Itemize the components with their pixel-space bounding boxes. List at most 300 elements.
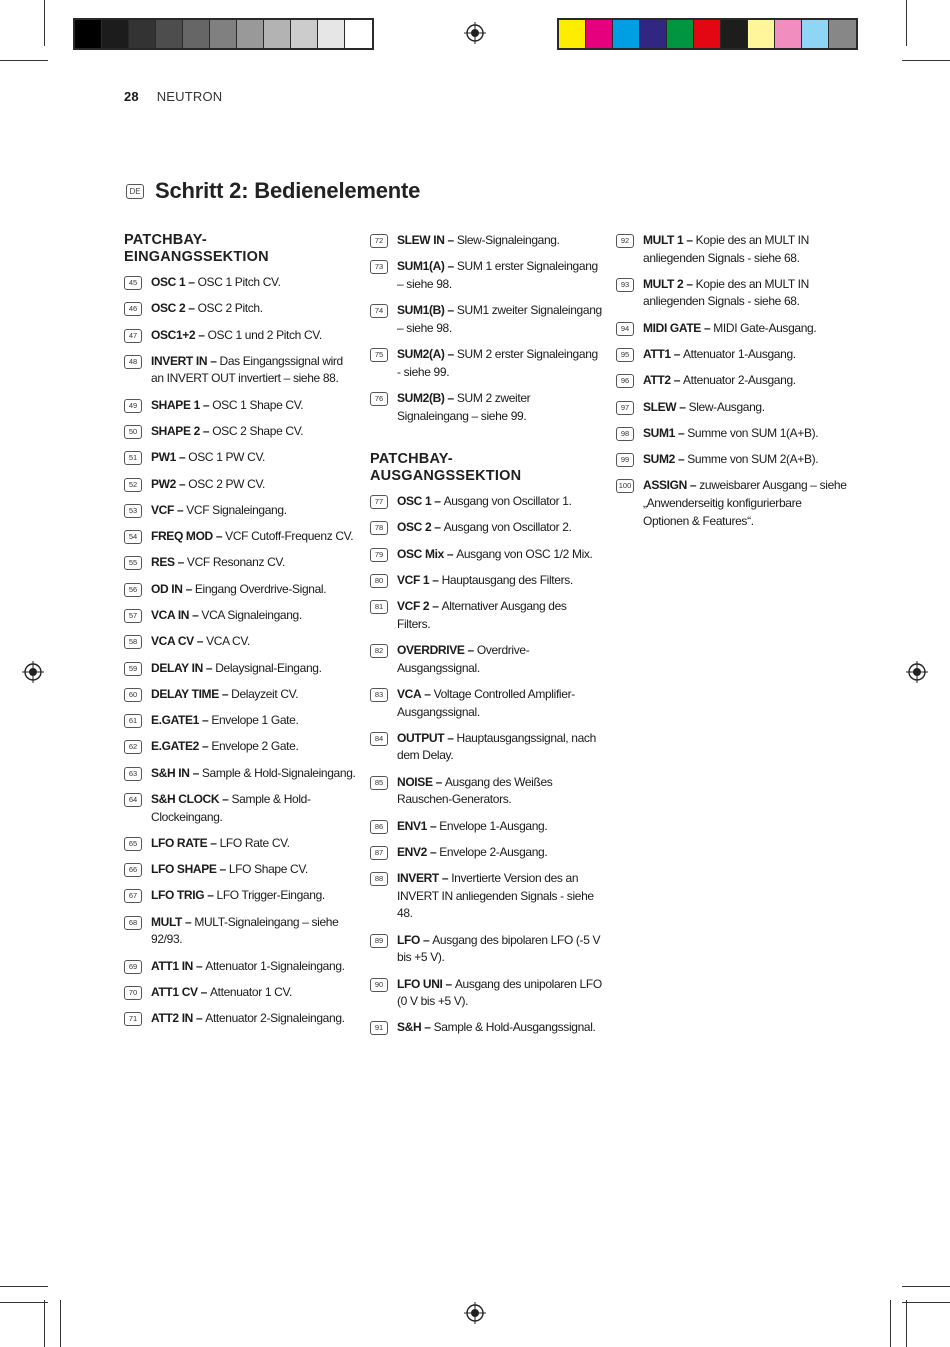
item-separator: – xyxy=(447,347,457,362)
product-name: NEUTRON xyxy=(156,89,223,104)
item-description: OSC 2 Pitch. xyxy=(197,301,263,316)
item-number-badge: 87 xyxy=(370,846,388,860)
item-description: OSC 1 Shape CV. xyxy=(212,397,304,412)
item-description: VCA Signaleingang. xyxy=(201,607,302,622)
item-text xyxy=(397,546,602,564)
list-item xyxy=(370,519,602,537)
item-separator: – xyxy=(447,259,457,274)
crop-mark xyxy=(44,1300,45,1347)
list-item xyxy=(124,633,356,651)
item-description: SUM 2 zweiter Signaleingang – siehe 99. xyxy=(397,390,531,423)
item-separator: – xyxy=(467,643,477,658)
crop-mark xyxy=(902,60,950,61)
page-number: 28 xyxy=(124,89,139,104)
item-description: Attenuator 1 CV. xyxy=(209,984,292,999)
color-swatch xyxy=(102,20,129,48)
list-item xyxy=(616,451,848,469)
item-number-badge: 59 xyxy=(124,662,142,676)
item-separator: – xyxy=(177,555,187,570)
item-description: LFO Trigger-Eingang. xyxy=(216,888,325,903)
item-number-badge: 46 xyxy=(124,302,142,316)
color-swatch xyxy=(829,20,856,48)
item-description: SUM1 zweiter Signaleingang – siehe 98. xyxy=(397,303,602,335)
item-number-badge: 71 xyxy=(124,1012,142,1026)
list-item xyxy=(370,976,602,1011)
item-number-badge: 67 xyxy=(124,889,142,903)
item-name: SUM1(B) xyxy=(397,303,445,318)
item-number-badge: 89 xyxy=(370,934,388,948)
list-item xyxy=(124,835,356,853)
list-item xyxy=(616,372,848,390)
registration-mark-icon xyxy=(464,22,486,44)
item-name: OSC Mix xyxy=(397,546,444,561)
item-separator: – xyxy=(435,774,445,789)
registration-mark-icon xyxy=(906,661,928,683)
item-separator: – xyxy=(202,424,213,438)
page-title: Schritt 2: Bedienelemente xyxy=(155,178,421,203)
item-number-badge: 58 xyxy=(124,635,142,649)
item-separator: – xyxy=(424,1020,434,1035)
item-separator: – xyxy=(200,984,210,999)
item-description: Alternativer Ausgang des Filters. xyxy=(397,599,567,631)
grayscale-color-bar xyxy=(73,18,374,50)
crop-mark xyxy=(906,1300,907,1347)
item-text xyxy=(151,791,356,826)
item-number-badge: 93 xyxy=(616,278,634,292)
color-swatch xyxy=(586,20,613,48)
crop-mark xyxy=(902,1302,950,1303)
item-description: Ausgang des unipolaren LFO (0 V bis +5 V). xyxy=(397,976,602,1009)
item-description: Attenuator 2-Signaleingang. xyxy=(205,1011,345,1026)
section-heading-inputs: PATCHBAY- EINGANGSSEKTION xyxy=(124,232,269,265)
list-item xyxy=(124,397,356,415)
list-item xyxy=(370,870,602,923)
item-description: LFO Shape CV. xyxy=(228,862,308,877)
item-name: SUM1 xyxy=(643,425,675,440)
item-separator: – xyxy=(202,397,213,412)
item-name: SUM2(B) xyxy=(397,390,445,405)
item-separator: – xyxy=(219,862,229,877)
item-separator: – xyxy=(192,765,202,780)
output-list-continued xyxy=(616,232,848,530)
item-separator: – xyxy=(434,520,444,535)
item-separator: – xyxy=(686,276,696,291)
list-item xyxy=(370,1019,602,1037)
item-number-badge: 47 xyxy=(124,329,142,343)
item-number-badge: 74 xyxy=(370,304,388,318)
item-description: Hauptausgang des Filters. xyxy=(441,572,573,587)
color-swatch xyxy=(802,20,829,48)
item-number-badge: 78 xyxy=(370,521,388,535)
item-description: SUM 2 erster Signaleingang - siehe 99. xyxy=(397,347,598,379)
item-name: OSC 1 xyxy=(397,494,432,509)
item-text xyxy=(397,642,602,677)
item-description: Das Eingangssignal wird an INVERT OUT invertiert – siehe 88. xyxy=(151,353,343,386)
list-item xyxy=(124,791,356,826)
item-separator: – xyxy=(689,478,700,493)
registration-mark-icon xyxy=(22,661,44,683)
item-description: Slew-Signaleingang. xyxy=(456,233,560,247)
item-number-badge: 53 xyxy=(124,504,142,518)
list-item xyxy=(370,844,602,862)
list-item xyxy=(124,738,356,756)
item-name: SUM1(A) xyxy=(397,259,445,274)
item-text xyxy=(397,774,602,809)
list-item xyxy=(370,232,602,250)
item-text xyxy=(643,232,848,267)
item-text xyxy=(151,502,356,520)
item-text xyxy=(151,984,356,1002)
item-text xyxy=(151,607,356,625)
item-number-badge: 83 xyxy=(370,688,388,702)
item-description: Envelope 1-Ausgang. xyxy=(439,818,548,833)
color-swatch xyxy=(748,20,775,48)
item-name: S&H CLOCK xyxy=(151,791,220,806)
item-separator: – xyxy=(222,791,232,806)
item-number-badge: 56 xyxy=(124,583,142,597)
list-item xyxy=(124,353,356,388)
item-description: Attenuator 2-Ausgang. xyxy=(683,373,796,388)
input-list-continued xyxy=(370,232,602,425)
item-number-badge: 91 xyxy=(370,1021,388,1035)
item-separator: – xyxy=(703,320,714,335)
item-number-badge: 48 xyxy=(124,355,142,369)
item-text xyxy=(643,320,848,338)
item-name: ATT1 CV xyxy=(151,984,198,999)
item-separator: – xyxy=(429,844,440,859)
item-number-badge: 52 xyxy=(124,478,142,492)
item-name: ATT1 IN xyxy=(151,958,193,973)
item-separator: – xyxy=(447,730,457,745)
item-number-badge: 94 xyxy=(616,322,634,336)
item-name: E.GATE2 xyxy=(151,739,200,754)
item-description: zuweisbarer Ausgang – siehe „Anwenderseitig konfigurierbare Optionen & Features“. xyxy=(643,478,847,528)
item-name: DELAY IN xyxy=(151,660,203,675)
language-badge: DE xyxy=(126,184,144,199)
item-separator: – xyxy=(188,301,198,316)
item-text xyxy=(151,449,356,467)
item-name: OD IN xyxy=(151,581,183,596)
item-separator: – xyxy=(185,581,195,596)
item-number-badge: 81 xyxy=(370,600,388,614)
item-separator: – xyxy=(447,390,457,405)
item-name: SLEW xyxy=(643,399,677,414)
item-name: LFO UNI xyxy=(397,976,443,991)
crop-mark xyxy=(890,1300,891,1347)
column-2 xyxy=(370,232,602,1046)
item-name: VCA xyxy=(397,686,422,701)
item-number-badge: 79 xyxy=(370,548,388,562)
item-number-badge: 76 xyxy=(370,392,388,406)
item-name: S&H xyxy=(397,1020,422,1035)
list-item xyxy=(370,932,602,967)
item-number-badge: 80 xyxy=(370,574,388,588)
item-number-badge: 62 xyxy=(124,740,142,754)
item-separator: – xyxy=(434,494,444,509)
item-name: VCA CV xyxy=(151,634,194,649)
item-separator: – xyxy=(432,599,442,614)
item-text xyxy=(151,353,356,388)
item-text xyxy=(151,554,356,572)
list-item xyxy=(124,765,356,783)
list-item xyxy=(370,546,602,564)
item-name: DELAY TIME xyxy=(151,686,219,701)
item-name: OUTPUT xyxy=(397,730,445,745)
list-item xyxy=(370,302,602,337)
item-number-badge: 86 xyxy=(370,820,388,834)
item-description: SUM 1 erster Signaleingang – siehe 98. xyxy=(397,259,598,291)
crop-mark xyxy=(902,1286,950,1287)
crop-mark xyxy=(44,0,45,46)
item-description: OSC 1 Pitch CV. xyxy=(197,275,281,289)
item-number-badge: 60 xyxy=(124,688,142,702)
item-text xyxy=(151,300,356,318)
item-description: Sample & Hold-Signaleingang. xyxy=(201,765,356,780)
column-1 xyxy=(124,232,356,1036)
list-item xyxy=(124,274,356,292)
item-name: MIDI GATE xyxy=(643,320,701,335)
list-item xyxy=(370,818,602,836)
item-text xyxy=(397,1019,602,1037)
color-swatch xyxy=(237,20,264,48)
item-text xyxy=(397,390,602,425)
color-swatch xyxy=(640,20,667,48)
item-name: ENV2 xyxy=(397,844,427,859)
item-description: Sample & Hold-Clockeingang. xyxy=(151,791,311,824)
crop-mark xyxy=(906,0,907,46)
item-number-badge: 77 xyxy=(370,495,388,509)
item-name: VCF 2 xyxy=(397,599,430,614)
item-separator: – xyxy=(673,373,684,388)
color-swatch xyxy=(345,20,372,48)
item-description: Voltage Controlled Amplifier-Ausgangssignal. xyxy=(397,686,575,719)
item-number-badge: 98 xyxy=(616,427,634,441)
item-description: MIDI Gate-Ausgang. xyxy=(713,320,817,335)
item-separator: – xyxy=(215,529,226,544)
list-item xyxy=(370,390,602,425)
item-description: Summe von SUM 2(A+B). xyxy=(687,452,819,467)
item-description: VCF Resonanz CV. xyxy=(186,555,285,570)
list-item xyxy=(124,861,356,879)
list-item xyxy=(124,607,356,625)
item-name: OSC 1 xyxy=(151,275,186,289)
item-number-badge: 45 xyxy=(124,276,142,290)
section-heading-outputs: PATCHBAY- AUSGANGSSEKTION xyxy=(370,451,522,485)
item-separator: – xyxy=(446,546,457,561)
list-item xyxy=(616,477,848,530)
item-description: Attenuator 1-Signaleingang. xyxy=(205,958,345,973)
item-name: MULT 2 xyxy=(643,276,684,291)
item-separator: – xyxy=(221,686,232,701)
item-text xyxy=(397,302,602,337)
item-name: E.GATE1 xyxy=(151,713,200,728)
item-name: FREQ MOD xyxy=(151,529,213,544)
item-description: Sample & Hold-Ausgangssignal. xyxy=(433,1020,596,1035)
item-name: VCF 1 xyxy=(397,572,430,587)
item-separator: – xyxy=(192,607,202,622)
column-3 xyxy=(616,232,848,539)
item-text xyxy=(151,738,356,756)
item-name: MULT xyxy=(151,914,183,929)
item-description: Summe von SUM 1(A+B). xyxy=(687,425,819,440)
item-separator: – xyxy=(210,353,220,368)
item-description: Ausgang von OSC 1/2 Mix. xyxy=(456,546,593,561)
item-number-badge: 51 xyxy=(124,451,142,465)
item-text xyxy=(151,887,356,905)
item-separator: – xyxy=(677,452,688,467)
item-separator: – xyxy=(447,233,457,247)
list-item xyxy=(616,399,848,417)
item-separator: – xyxy=(429,818,440,833)
color-swatch xyxy=(183,20,210,48)
color-swatch xyxy=(129,20,156,48)
item-separator: – xyxy=(673,347,684,362)
color-swatch xyxy=(775,20,802,48)
item-text xyxy=(151,765,356,783)
item-description: Overdrive-Ausgangssignal. xyxy=(397,643,530,675)
item-number-badge: 85 xyxy=(370,776,388,790)
item-text xyxy=(151,958,356,976)
item-text xyxy=(151,861,356,879)
item-text xyxy=(397,258,602,293)
item-separator: – xyxy=(441,871,452,886)
color-swatch xyxy=(210,20,237,48)
item-name: ASSIGN xyxy=(643,478,687,493)
item-text xyxy=(151,712,356,730)
item-text xyxy=(397,818,602,836)
item-text xyxy=(151,686,356,704)
item-text xyxy=(151,528,356,546)
item-text xyxy=(397,870,602,923)
item-description: Attenuator 1-Ausgang. xyxy=(683,347,796,362)
color-swatch xyxy=(694,20,721,48)
item-name: LFO xyxy=(397,932,420,947)
crop-mark xyxy=(60,1300,61,1347)
item-text xyxy=(151,633,356,651)
item-description: OSC 1 PW CV. xyxy=(188,450,265,465)
item-description: OSC 2 Shape CV. xyxy=(212,424,304,438)
item-number-badge: 68 xyxy=(124,916,142,930)
list-item xyxy=(124,449,356,467)
list-item xyxy=(124,712,356,730)
item-separator: – xyxy=(195,1011,206,1026)
item-separator: – xyxy=(210,835,220,850)
item-description: Ausgang des bipolaren LFO (-5 V bis +5 V). xyxy=(397,932,601,965)
item-description: Envelope 2 Gate. xyxy=(211,739,299,754)
list-item xyxy=(370,642,602,677)
title-row xyxy=(126,178,420,204)
item-text xyxy=(151,835,356,853)
item-number-badge: 49 xyxy=(124,399,142,413)
item-separator: – xyxy=(677,425,688,440)
item-text xyxy=(397,232,602,250)
crop-mark xyxy=(0,1302,48,1303)
item-separator: – xyxy=(202,713,212,728)
item-separator: – xyxy=(447,303,457,318)
item-text xyxy=(643,425,848,443)
item-description: Eingang Overdrive-Signal. xyxy=(194,581,327,596)
item-description: Ausgang des Weißes Rauschen-Generators. xyxy=(397,774,553,807)
item-name: ENV1 xyxy=(397,818,427,833)
item-separator: – xyxy=(196,634,207,649)
list-item xyxy=(616,346,848,364)
list-item xyxy=(124,958,356,976)
item-name: NOISE xyxy=(397,774,433,789)
list-item xyxy=(616,276,848,311)
color-swatch xyxy=(318,20,345,48)
item-separator: – xyxy=(185,914,195,929)
list-item xyxy=(370,572,602,590)
item-description: MULT-Signaleingang – siehe 92/93. xyxy=(151,914,339,947)
color-swatch xyxy=(559,20,586,48)
list-item xyxy=(124,528,356,546)
item-number-badge: 92 xyxy=(616,234,634,248)
item-separator: – xyxy=(205,660,216,675)
item-text xyxy=(643,346,848,364)
item-number-badge: 69 xyxy=(124,960,142,974)
item-number-badge: 73 xyxy=(370,260,388,274)
list-item xyxy=(124,554,356,572)
item-name: PW2 xyxy=(151,476,176,491)
list-item xyxy=(124,476,356,494)
item-number-badge: 95 xyxy=(616,348,634,362)
item-name: OSC 2 xyxy=(397,520,432,535)
item-number-badge: 50 xyxy=(124,425,142,439)
item-name: SUM2(A) xyxy=(397,347,445,362)
registration-mark-icon xyxy=(464,1302,486,1324)
list-item xyxy=(370,598,602,633)
item-separator: – xyxy=(202,739,212,754)
item-separator: – xyxy=(424,686,434,701)
item-name: SLEW IN xyxy=(397,233,445,247)
color-swatch xyxy=(291,20,318,48)
crop-mark xyxy=(0,60,48,61)
item-description: Delayzeit CV. xyxy=(231,686,299,701)
item-name: ATT2 xyxy=(643,373,671,388)
item-text xyxy=(397,844,602,862)
item-text xyxy=(643,372,848,390)
item-name: LFO TRIG xyxy=(151,888,205,903)
item-number-badge: 57 xyxy=(124,609,142,623)
item-separator: – xyxy=(188,275,198,289)
item-name: ATT1 xyxy=(643,347,671,362)
item-description: OSC 1 und 2 Pitch CV. xyxy=(207,327,322,342)
item-name: LFO SHAPE xyxy=(151,862,217,877)
item-text xyxy=(151,1010,356,1028)
item-description: Kopie des an MULT IN anliegenden Signals - siehe 68. xyxy=(643,276,809,309)
item-separator: – xyxy=(679,399,689,414)
item-text xyxy=(151,423,356,441)
item-separator: – xyxy=(686,233,696,247)
item-name: VCF xyxy=(151,502,174,517)
item-number-badge: 97 xyxy=(616,401,634,415)
list-item xyxy=(124,1010,356,1028)
item-text xyxy=(397,572,602,590)
list-item xyxy=(370,730,602,765)
item-description: VCF Cutoff-Frequenz CV. xyxy=(225,529,354,544)
item-number-badge: 61 xyxy=(124,714,142,728)
item-name: VCA IN xyxy=(151,607,190,622)
item-text xyxy=(397,493,602,511)
item-separator: – xyxy=(422,932,433,947)
item-text xyxy=(151,476,356,494)
item-name: PW1 xyxy=(151,450,176,465)
list-item xyxy=(370,493,602,511)
list-item xyxy=(124,887,356,905)
item-separator: – xyxy=(445,976,455,991)
item-separator: – xyxy=(198,327,208,342)
item-name: INVERT xyxy=(397,871,439,886)
